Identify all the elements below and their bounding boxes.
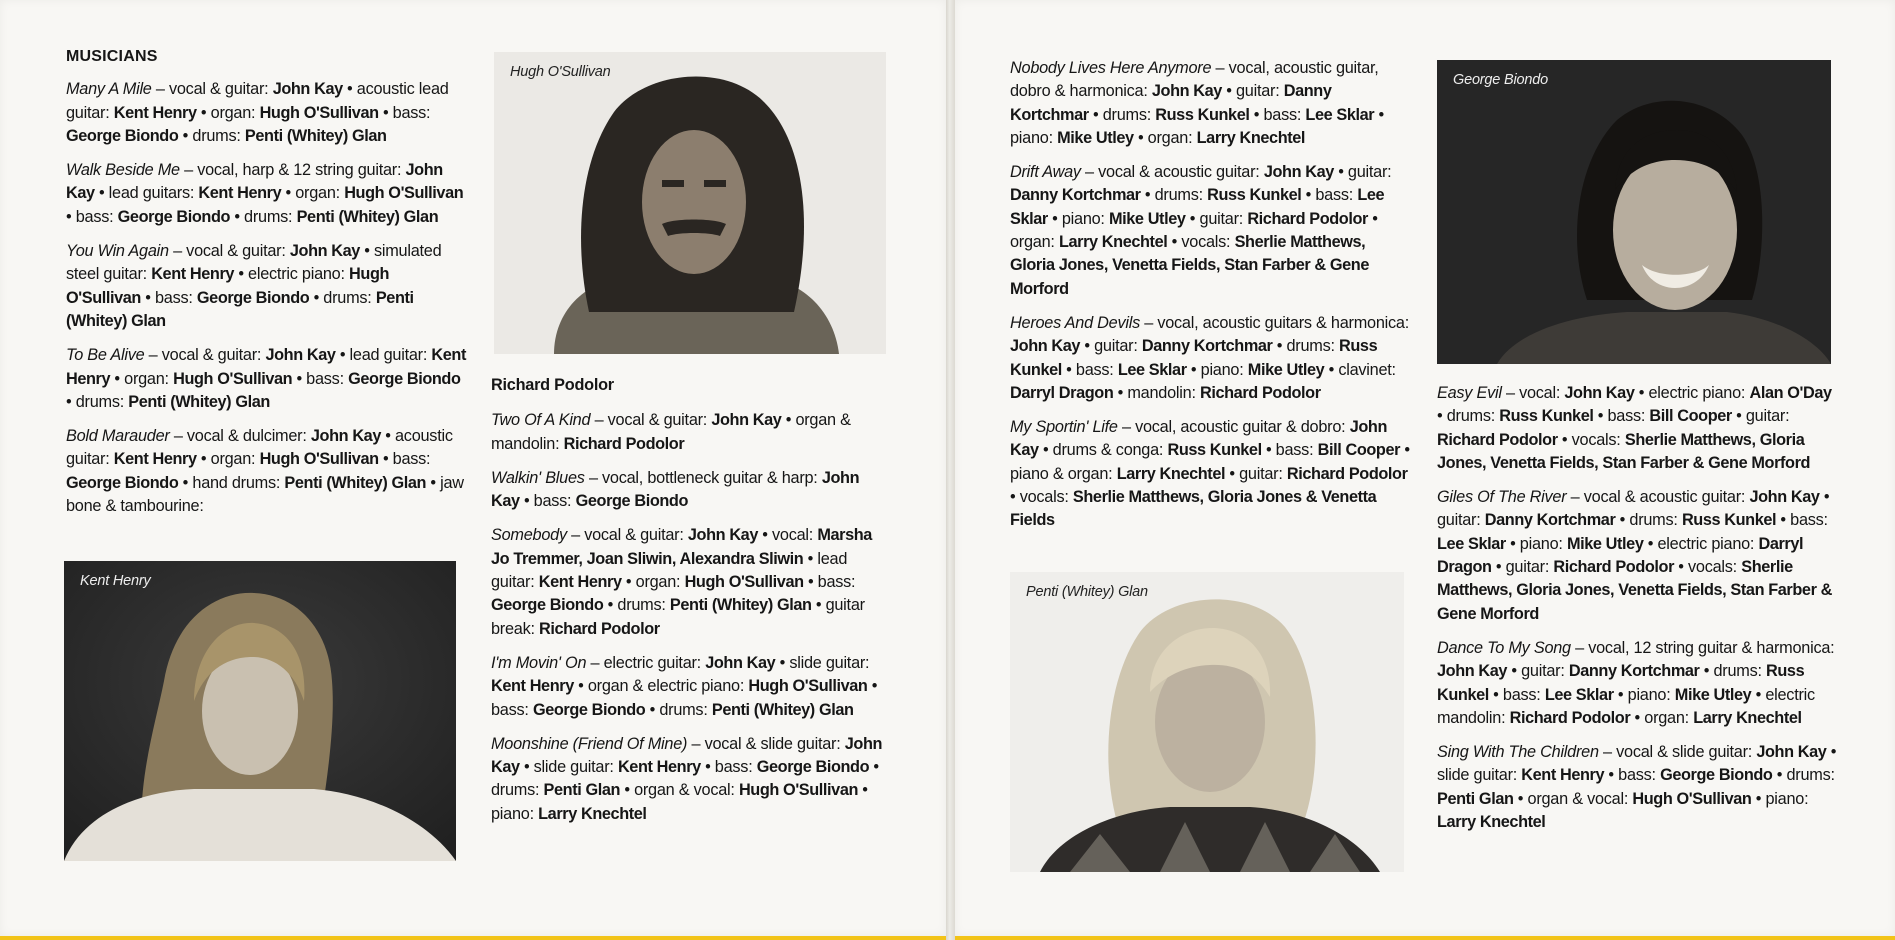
credit-role: • organ & electric piano: (573, 677, 749, 696)
track-credit: Sing With The Children – vocal & slide guitar: John Kay • slide guitar: Kent Henry • bass: George Biondo • drums: Penti Glan • organ & vocal: Hugh O'Sullivan • piano: Larry Knechtel (1437, 743, 1837, 832)
credit-musician: Sherlie Matthews, Gloria Jones, Venetta Fields, Stan Farber & Gene Morford (1437, 430, 1811, 472)
credit-musician: Penti (Whitey) Glan (711, 700, 854, 719)
credit-musician: Kent Henry (113, 450, 197, 469)
credit-role: • electric mandolin: (1437, 685, 1815, 727)
credit-musician: George Biondo (117, 207, 231, 226)
track-credit: Dance To My Song – vocal, 12 string guitar & harmonica: John Kay • guitar: Danny Kortchmar • drums: Russ Kunkel • bass: Lee Sklar • piano: Mike Utley • electric mandolin: Richard Podolor • organ: Larry Knechtel (1437, 638, 1835, 727)
track-credit: Heroes And Devils – vocal, acoustic guitars & harmonica: John Kay • guitar: Danny Kortchmar • drums: Russ Kunkel • bass: Lee Sklar • piano: Mike Utley • clavinet: Darryl Dragon • mandolin: Richard Podolor (1010, 313, 1409, 402)
george-biondo-image (1437, 60, 1831, 364)
credit-role: • slide guitar: (1437, 743, 1837, 785)
credit-role: • guitar: (1731, 407, 1790, 426)
credit-musician: Lee Sklar (1010, 186, 1385, 228)
credit-musician: Alan O'Day (1749, 384, 1832, 402)
credit-musician: Larry Knechtel (1437, 813, 1546, 832)
credit-role: • drums: (1437, 407, 1500, 426)
credit-musician: Hugh O'Sullivan (684, 573, 804, 592)
credit-role: • bass: (519, 492, 576, 511)
credit-role: • hand drums: (178, 473, 285, 492)
penti-glan-image (1010, 572, 1404, 872)
credit-musician: Penti (Whitey) Glan (669, 596, 812, 615)
credit-musician: Lee Sklar (1305, 105, 1375, 124)
credit-musician: Richard Podolor (1553, 558, 1675, 577)
credit-role: • guitar: (1491, 558, 1554, 577)
credit-musician: John Kay (265, 346, 336, 365)
credit-musician: Larry Knechtel (1693, 708, 1802, 727)
credit-role: • piano: (1505, 534, 1567, 553)
credit-role: • vocals: (1167, 233, 1235, 252)
credit-role: • organ: (1630, 708, 1694, 727)
kent-henry-caption: Kent Henry (80, 573, 151, 589)
credit-musician: Richard Podolor (1200, 383, 1321, 402)
credit-role: • drums: (178, 126, 245, 145)
credit-musician: Russ Kunkel (1155, 105, 1250, 124)
credits-column-2 (491, 374, 891, 837)
credit-musician: George Biondo (196, 288, 310, 307)
hugh-osullivan-caption: Hugh O'Sullivan (510, 64, 611, 80)
credit-role: • mandolin: (1113, 383, 1200, 402)
credit-role: vocal, acoustic guitar & dobro: (1135, 418, 1350, 437)
credit-role: • bass: (700, 758, 757, 777)
track-credit: Bold Marauder – vocal & dulcimer: John Kay • acoustic guitar: Kent Henry • organ: Hugh O'Sullivan • bass: George Biondo • hand drums: Penti (Whitey) Glan • jaw bone & tambourine: (66, 427, 464, 516)
credit-role: • bass: (1061, 360, 1118, 379)
credit-role: • vocals: (1674, 558, 1742, 577)
track-title: Drift Away (1010, 163, 1081, 182)
hugh-osullivan-image (494, 52, 886, 354)
track-title: Heroes And Devils (1010, 313, 1140, 332)
credit-role: • vocal: (758, 526, 818, 545)
credit-role: • vocals: (1557, 430, 1625, 449)
track-title: Somebody (491, 526, 567, 545)
credit-role: vocal & guitar: (584, 526, 688, 545)
george-biondo-caption: George Biondo (1453, 72, 1548, 88)
track-credit: You Win Again – vocal & guitar: John Kay • simulated steel guitar: Kent Henry • electric piano: Hugh O'Sullivan • bass: George Biondo • drums: Penti (Whitey) Glan (66, 242, 442, 330)
credit-musician: Kent Henry (151, 265, 235, 284)
credit-role: • bass: (292, 369, 349, 388)
credit-musician: John Kay (1749, 488, 1820, 507)
credit-role: • acoustic lead guitar: (66, 80, 449, 122)
credit-role: • bass: (378, 450, 431, 469)
credit-role: • piano: (1751, 789, 1809, 808)
credit-role: • bass: (1776, 511, 1828, 530)
credit-role: • acoustic guitar: (66, 427, 453, 469)
credit-role: • organ: (196, 450, 260, 469)
credit-musician: Danny Kortchmar (1010, 82, 1332, 124)
credit-role: • drums: (1088, 105, 1156, 124)
credit-musician: George Biondo (66, 473, 179, 492)
credit-role: • guitar: (1333, 163, 1392, 182)
credit-musician: Penti Glan (1437, 789, 1514, 808)
track-credit: Two Of A Kind – vocal & guitar: John Kay • organ & mandolin: Richard Podolor (491, 411, 851, 453)
credit-musician: John Kay (491, 468, 860, 511)
credit-role: vocal & guitar: (161, 346, 266, 365)
credit-musician: Russ Kunkel (1681, 511, 1777, 530)
credit-musician: Kent Henry (113, 103, 197, 122)
credit-role: • bass: (803, 573, 856, 592)
credit-role: vocal & acoustic guitar: (1583, 488, 1750, 507)
credit-musician: Penti Glan (543, 781, 621, 800)
credit-role: • lead guitar: (335, 346, 432, 365)
credit-role: • organ & mandolin: (491, 411, 851, 453)
credit-role: • lead guitars: (94, 184, 199, 203)
credit-role: vocal, acoustic guitars & harmonica: (1157, 313, 1409, 332)
credit-musician: Marsha Jo Tremmer, Joan Sliwin, Alexandra Sliwin (491, 526, 872, 568)
credit-role: vocal: (1519, 384, 1565, 402)
credit-role: • piano: (1186, 360, 1248, 379)
credit-musician: John Kay (1564, 384, 1635, 402)
credit-musician: Penti (Whitey) Glan (244, 126, 387, 145)
credit-musician: Kent Henry (538, 573, 622, 592)
credit-musician: Kent Henry (617, 758, 701, 777)
credit-role: • drums: (491, 758, 879, 800)
credit-musician: Mike Utley (1247, 360, 1325, 379)
credit-musician: George Biondo (491, 596, 604, 615)
track-title: Two Of A Kind (491, 411, 591, 430)
credit-musician: Penti (Whitey) Glan (296, 207, 439, 226)
credit-musician: Larry Knechtel (538, 804, 647, 823)
credit-musician: Kent Henry (66, 346, 466, 388)
credit-musician: John Kay (711, 411, 782, 430)
credit-role: • bass: (1301, 186, 1358, 205)
credit-musician: Richard Podolor (539, 619, 660, 638)
credit-musician: John Kay (1263, 163, 1334, 182)
credit-musician: John Kay (491, 734, 883, 777)
credit-role: • guitar: (1185, 209, 1248, 228)
track-credit: Walk Beside Me – vocal, harp & 12 string guitar: John Kay • lead guitars: Kent Henry • organ: Hugh O'Sullivan • bass: George Biondo • drums: Penti (Whitey) Glan (66, 161, 464, 226)
credit-musician: John Kay (272, 80, 343, 99)
credit-role: • drums & conga: (1038, 441, 1168, 460)
credit-musician: Penti (Whitey) Glan (128, 392, 270, 411)
credit-musician: Hugh O'Sullivan (173, 369, 293, 388)
credit-musician: Richard Podolor (1437, 430, 1558, 449)
credit-role: • organ: (110, 369, 174, 388)
credit-role: • drums: (1699, 662, 1767, 681)
credit-role: • vocals: (1010, 488, 1073, 507)
credit-role: • organ: (621, 573, 685, 592)
track-credit: My Sportin' Life – vocal, acoustic guitar & dobro: John Kay • drums & conga: Russ Kunkel • bass: Bill Cooper • piano & organ: Larry Knechtel • guitar: Richard Podolor • vocals: Sherlie Matthews, Gloria Jones & Venetta Fields (1010, 418, 1410, 530)
credit-role: • guitar: (1507, 662, 1569, 681)
track-list-col3 (1010, 57, 1410, 533)
track-title: Bold Marauder (66, 427, 170, 446)
credit-role: • slide guitar: (775, 653, 870, 672)
credit-role: • bass: (1261, 441, 1318, 460)
credit-role: electric guitar: (603, 653, 706, 672)
credit-role: • drums: (645, 700, 712, 719)
credit-role: vocal & guitar: (186, 242, 290, 261)
credit-musician: Penti (Whitey) Glan (66, 288, 414, 330)
credit-musician: Hugh O'Sullivan (66, 265, 390, 307)
track-title: Nobody Lives Here Anymore (1010, 59, 1212, 77)
credit-musician: George Biondo (348, 369, 461, 388)
hugh-osullivan-photo (494, 52, 886, 354)
track-credit: Many A Mile – vocal & guitar: John Kay • acoustic lead guitar: Kent Henry • organ: Hugh O'Sullivan • bass: George Biondo • drums: Penti (Whitey) Glan (66, 80, 449, 145)
credit-role: vocal & acoustic guitar: (1098, 163, 1264, 182)
credit-role: • bass: (1604, 766, 1661, 785)
credit-musician: Mike Utley (1674, 685, 1752, 704)
credit-role: • electric piano: (234, 265, 350, 284)
track-title: Giles Of The River (1437, 488, 1567, 507)
credit-musician: Kent Henry (491, 677, 574, 696)
kent-henry-photo (64, 561, 456, 861)
credit-musician: John Kay (687, 526, 758, 545)
credits-column-4 (1437, 382, 1837, 845)
credit-role: • bass: (491, 677, 878, 719)
credit-role: • slide guitar: (519, 758, 618, 777)
credit-musician: George Biondo (532, 700, 646, 719)
credit-role: • bass: (140, 288, 197, 307)
track-title: I'm Movin' On (491, 653, 587, 672)
credit-musician: Mike Utley (1057, 128, 1134, 147)
track-credit: Walkin' Blues – vocal, bottleneck guitar & harp: John Kay • bass: George Biondo (491, 468, 860, 511)
credit-role: • piano: (491, 781, 868, 823)
track-title: My Sportin' Life (1010, 418, 1118, 437)
credit-musician: Darryl Dragon (1010, 383, 1114, 402)
credit-musician: Bill Cooper (1649, 407, 1732, 426)
credit-musician: George Biondo (575, 492, 688, 511)
credit-role: • guitar: (1225, 464, 1287, 483)
credit-musician: Darryl Dragon (1437, 534, 1804, 577)
credit-musician: Richard Podolor (563, 434, 685, 453)
track-title: Easy Evil (1437, 384, 1502, 402)
credit-role: • drums: (1140, 186, 1208, 205)
credits-column-1 (66, 45, 466, 529)
credits-column-3 (1010, 57, 1410, 544)
credit-musician: John Kay (1151, 82, 1222, 101)
credit-role: • piano: (1010, 105, 1384, 147)
credit-role: • drums: (603, 596, 670, 615)
credit-musician: Mike Utley (1566, 534, 1644, 553)
penti-glan-photo (1010, 572, 1404, 872)
credit-musician: Hugh O'Sullivan (344, 184, 464, 203)
credit-musician: Sherlie Matthews, Gloria Jones & Venetta Fields (1010, 488, 1377, 530)
credit-musician: Danny Kortchmar (1484, 511, 1616, 530)
richard-podolor-credit: Richard Podolor (491, 376, 614, 394)
track-title: You Win Again (66, 242, 169, 261)
track-title: Walk Beside Me (66, 161, 180, 180)
track-credit: I'm Movin' On – electric guitar: John Kay • slide guitar: Kent Henry • organ & electric piano: Hugh O'Sullivan • bass: George Biondo • drums: Penti (Whitey) Glan (491, 653, 878, 719)
credit-musician: Larry Knechtel (1116, 464, 1226, 483)
track-credit: Drift Away – vocal & acoustic guitar: John Kay • guitar: Danny Kortchmar • drums: Russ Kunkel • bass: Lee Sklar • piano: Mike Utley • guitar: Richard Podolor • organ: Larry Knechtel • vocals: Sherlie Matthews, Gloria Jones, Venetta Fields, Stan Farber & Gene Morford (1010, 163, 1392, 298)
credit-role: • drums: (230, 207, 297, 226)
track-title: Moonshine (Friend Of Mine) (491, 734, 688, 753)
credit-role: • electric piano: (1643, 534, 1759, 553)
credit-role: • jaw bone & tambourine: (66, 473, 464, 516)
credit-musician: Kent Henry (1521, 766, 1605, 785)
credit-musician: Russ Kunkel (1010, 337, 1378, 379)
track-credit: Moonshine (Friend Of Mine) – vocal & slide guitar: John Kay • slide guitar: Kent Henry • bass: George Biondo • drums: Penti Glan • organ & vocal: Hugh O'Sullivan • piano: Larry Knechtel (491, 734, 883, 823)
credit-role: • guitar: (1221, 82, 1284, 101)
booklet-spine (946, 0, 955, 940)
credit-role: • guitar: (1080, 337, 1142, 356)
credit-role: • bass: (1593, 407, 1650, 426)
credit-musician: John Kay (705, 653, 776, 672)
credit-musician: Danny Kortchmar (1010, 186, 1141, 205)
credit-musician: John Kay (1010, 418, 1387, 460)
track-list-col2 (491, 409, 891, 826)
track-credit: Somebody – vocal & guitar: John Kay • vocal: Marsha Jo Tremmer, Joan Sliwin, Alexandra Sliwin • lead guitar: Kent Henry • organ: Hugh O'Sullivan • bass: George Biondo • drums: Penti (Whitey) Glan • guitar break: Richard Podolor (491, 526, 872, 638)
credit-role: • drums: (1615, 511, 1682, 530)
credit-musician: Lee Sklar (1117, 360, 1187, 379)
penti-glan-caption: Penti (Whitey) Glan (1026, 584, 1148, 600)
credit-role: vocal & slide guitar: (704, 734, 845, 753)
credit-musician: Hugh O'Sullivan (738, 781, 859, 800)
credit-role: • organ: (196, 103, 260, 122)
credit-musician: Richard Podolor (1286, 464, 1408, 483)
credit-role: vocal & slide guitar: (1616, 743, 1757, 762)
credit-musician: Sherlie Matthews, Gloria Jones, Venetta Fields, Stan Farber & Gene Morford (1010, 233, 1370, 298)
credit-role: • organ: (1133, 128, 1197, 147)
credit-role: • bass: (378, 103, 431, 122)
credit-musician: Hugh O'Sullivan (259, 103, 379, 122)
credit-role: • drums: (309, 288, 376, 307)
track-list-col4 (1437, 382, 1837, 834)
credit-role: vocal, bottleneck guitar & harp: (602, 468, 822, 487)
credit-role: • organ & vocal: (1513, 789, 1633, 808)
track-title: Sing With The Children (1437, 743, 1599, 762)
credit-musician: John Kay (1437, 662, 1508, 681)
credit-role: • drums: (66, 392, 129, 411)
credit-role: vocal & dulcimer: (186, 427, 311, 446)
credit-musician: Danny Kortchmar (1141, 337, 1273, 356)
credit-role: • bass: (1488, 685, 1545, 704)
track-title: Many A Mile (66, 80, 152, 99)
credit-musician: Richard Podolor (1247, 209, 1368, 228)
credit-role: vocal & guitar: (168, 80, 273, 99)
track-credit: Nobody Lives Here Anymore – vocal, acoustic guitar, dobro & harmonica: John Kay • guitar: Danny Kortchmar • drums: Russ Kunkel • bass: Lee Sklar • piano: Mike Utley • organ: Larry Knechtel (1010, 59, 1384, 147)
credit-role: • piano: (1613, 685, 1675, 704)
credit-role: • guitar: (1437, 488, 1830, 530)
credit-musician: John Kay (66, 161, 443, 203)
credit-musician: George Biondo (1660, 766, 1773, 785)
track-list-col1 (66, 78, 466, 518)
credit-role: • drums: (1272, 337, 1340, 356)
credit-musician: Danny Kortchmar (1568, 662, 1700, 681)
credit-role: • organ: (281, 184, 345, 203)
credit-role: • piano & organ: (1010, 441, 1410, 483)
track-credit: Giles Of The River – vocal & acoustic guitar: John Kay • guitar: Danny Kortchmar • drums: Russ Kunkel • bass: Lee Sklar • piano: Mike Utley • electric piano: Darryl Dragon • guitar: Richard Podolor • vocals: Sherlie Matthews, Gloria Jones, Venetta Fields, Stan Farber & Gene Morford (1437, 488, 1832, 623)
credit-musician: Sherlie Matthews, Gloria Jones, Venetta Fields, Stan Farber & Gene Morford (1437, 558, 1832, 623)
credit-musician: Mike Utley (1108, 209, 1186, 228)
george-biondo-photo (1437, 60, 1831, 364)
musicians-heading: MUSICIANS (66, 48, 158, 65)
credit-musician: John Kay (1756, 743, 1827, 762)
credit-musician: Larry Knechtel (1196, 128, 1306, 147)
credit-musician: Russ Kunkel (1437, 662, 1805, 704)
credit-musician: Hugh O'Sullivan (1632, 789, 1752, 808)
credit-musician: John Kay (289, 242, 360, 261)
track-title: To Be Alive (66, 346, 145, 365)
track-credit: To Be Alive – vocal & guitar: John Kay • lead guitar: Kent Henry • organ: Hugh O'Sullivan • bass: George Biondo • drums: Penti (Whitey) Glan (66, 346, 466, 411)
credit-role: • clavinet: (1324, 360, 1396, 379)
credit-musician: Lee Sklar (1437, 534, 1506, 553)
credit-musician: Lee Sklar (1544, 685, 1614, 704)
credit-musician: Bill Cooper (1317, 441, 1401, 460)
credit-musician: George Biondo (756, 758, 870, 777)
credit-musician: Russ Kunkel (1167, 441, 1262, 460)
credit-musician: Russ Kunkel (1207, 186, 1302, 205)
credit-musician: Hugh O'Sullivan (748, 677, 868, 696)
credit-musician: John Kay (310, 427, 381, 446)
credit-musician: Russ Kunkel (1499, 407, 1594, 426)
credit-role: • simulated steel guitar: (66, 242, 442, 284)
credit-role: • bass: (1249, 105, 1306, 124)
credit-role: • organ & vocal: (620, 781, 739, 800)
credit-role: • piano: (1047, 209, 1109, 228)
track-credit: Easy Evil – vocal: John Kay • electric piano: Alan O'Day • drums: Russ Kunkel • bass: Bill Cooper • guitar: Richard Podolor • vocals: Sherlie Matthews, Gloria Jones, Venetta Fields, Stan Farber & Gene Morford (1437, 384, 1832, 472)
credit-musician: John Kay (1010, 337, 1081, 356)
track-title: Walkin' Blues (491, 468, 585, 487)
credit-musician: George Biondo (66, 126, 179, 145)
credit-role: • guitar break: (491, 596, 865, 638)
credit-musician: Richard Podolor (1509, 708, 1631, 727)
credit-role: • electric piano: (1634, 384, 1750, 402)
track-title: Dance To My Song (1437, 638, 1571, 657)
credit-role: vocal, acoustic guitar, dobro & harmonica: (1010, 59, 1379, 101)
credit-role: • bass: (66, 207, 118, 226)
credit-role: • drums: (1772, 766, 1835, 785)
credit-musician: Kent Henry (198, 184, 282, 203)
credit-role: • organ: (1010, 209, 1378, 252)
credit-role: vocal, 12 string guitar & harmonica: (1588, 638, 1835, 657)
kent-henry-image (64, 561, 456, 861)
credit-role: vocal, harp & 12 string guitar: (197, 161, 406, 180)
credit-role: • lead guitar: (491, 549, 848, 592)
credit-musician: Hugh O'Sullivan (259, 450, 379, 469)
credit-musician: Larry Knechtel (1058, 233, 1168, 252)
credit-role: vocal & guitar: (607, 411, 712, 430)
credit-musician: Penti (Whitey) Glan (284, 473, 427, 492)
